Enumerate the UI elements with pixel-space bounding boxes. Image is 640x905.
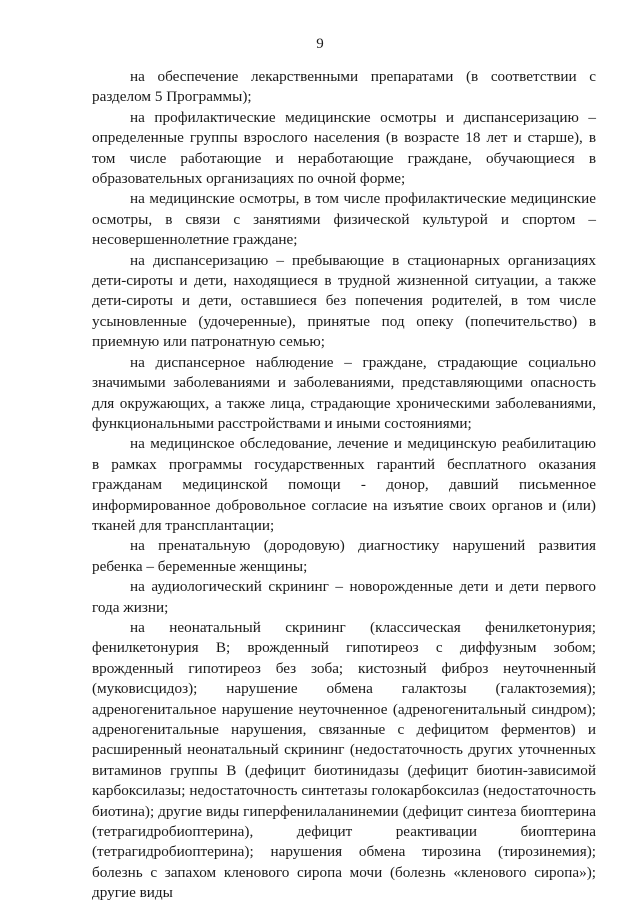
paragraph: на неонатальный скрининг (классическая фенилкетонурия; фенилкетонурия B; врожденный гипотиреоз с диффузным зобом; врожденный гипотиреоз без зоба; кистозный фиброз неуточненный (муковисцидоз); нарушение обмена галактозы (галактоземия); адреногенитальное нарушение неуточненное (адреногенитальный синдром); адреногенитальные нарушения, связанные с дефицитом ферментов) и расширенный неонатальный скрининг (недостаточность других уточненных витаминов группы B (дефицит биотинидазы (дефицит биотин-зависимой карбоксилазы; недостаточность синтетазы голокарбоксилаз (недостаточность биотина); другие виды гиперфенилаланинемии (дефицит синтеза биоптерина (тетрагидробиоптерина), дефицит реактивации биоптерина (тетрагидробиоптерина); нарушения обмена тирозина (тирозинемия); болезнь с запахом кленового сиропа мочи (болезнь «кленового сиропа»); другие виды <box>92 618 596 902</box>
paragraph: на профилактические медицинские осмотры и диспансеризацию – определенные группы взрослого населения (в возрасте 18 лет и старше), в том числе работающие и неработающие граждане, обучающиеся в образовательных организациях по очной форме; <box>92 108 596 188</box>
paragraph: на медицинские осмотры, в том числе профилактические медицинские осмотры, в связи с занятиями физической культурой и спортом – несовершеннолетние граждане; <box>92 190 596 249</box>
paragraph: на диспансерное наблюдение – граждане, страдающие социально значимыми заболеваниями и заболеваниями, представляющими опасность для окружающих, а также лица, страдающие хроническими заболеваниями, функциональными расстройствами и иными состояниями; <box>92 353 596 432</box>
paragraph: на медицинское обследование, лечение и медицинскую реабилитацию в рамках программы государственных гарантий бесплатного оказания гражданам медицинской помощи - донор, давший письменное информированное добровольное согласие на изъятие своих органов и (или) тканей для трансплантации; <box>92 435 596 534</box>
page-number: 9 <box>316 36 324 52</box>
paragraph: на диспансеризацию – пребывающие в стационарных организациях дети-сироты и дети, находящиеся в трудной жизненной ситуации, а также дети-сироты и дети, оставшиеся без попечения родителей, в том числе усыновленные (удочеренные), принятые под опеку (попечительство) в приемную или патронатную семью; <box>92 251 596 351</box>
body-text <box>92 67 596 904</box>
paragraph: на пренатальную (дородовую) диагностику нарушений развития ребенка – беременные женщины; <box>92 537 596 575</box>
paragraph: на обеспечение лекарственными препаратами (в соответствии с разделом 5 Программы); <box>92 68 596 106</box>
paragraph: на аудиологический скрининг – новорожденные дети и дети первого года жизни; <box>92 578 596 616</box>
